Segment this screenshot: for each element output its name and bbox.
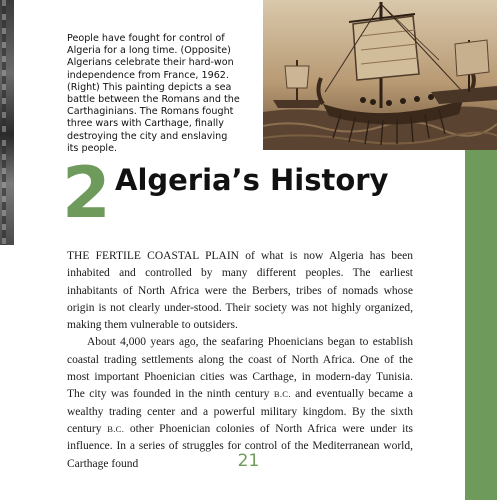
era-abbreviation: B.C.: [273, 389, 291, 400]
body-text: [67, 248, 413, 473]
caption-line: (Right) This painting depicts a sea: [67, 81, 232, 93]
paragraph-text: and eventually became a wealthy trading center and a powerful military kingdom. By the sixth century: [67, 388, 413, 435]
caption-line: three wars with Carthage, finally: [67, 118, 224, 130]
chapter-title: Algeria’s History: [115, 163, 389, 197]
paragraph-text: About 4,000 years ago, the seafaring Phoenicians began to establish coastal trading settlements along the coast of North Africa. One of the most important Phoenician cities was Carthage, in modern-day Tunisia. The city was founded in the ninth century: [67, 336, 413, 401]
caption-line: its people.: [67, 142, 118, 154]
caption-line: destroying the city and enslaving: [67, 130, 228, 142]
opposite-page-photo-edge: [0, 0, 14, 245]
era-abbreviation: B.C.: [107, 423, 125, 434]
caption-line: People have fought for control of: [67, 33, 225, 44]
chapter-number: 2: [62, 152, 111, 234]
caption-line: Algeria for a long time. (Opposite): [67, 45, 231, 57]
paragraph: THE FERTILE COASTAL PLAIN of what is now Algeria has been inhabited and controlled by many different peoples. The earliest inhabitants of North Africa were the Berbers, tribes of nomads whose origin is not clearly under-stood. Their society was not highly organized, making them vulnerable to outsiders.: [67, 250, 413, 332]
chapter-accent-bar: [465, 150, 497, 500]
page-number: 21: [237, 451, 260, 471]
caption-line: Algerians celebrate their hard-won: [67, 57, 234, 69]
paragraph-text: other Phoenician colonies of North Africa were under its influence. In a series of struggles for control of the Mediterranean world, Carthage found: [67, 422, 414, 470]
caption-line: battle between the Romans and the: [67, 94, 240, 106]
photo-caption: [67, 33, 262, 155]
caption-line: Carthaginians. The Romans fought: [67, 106, 234, 118]
caption-line: independence from France, 1962.: [67, 69, 229, 81]
sea-battle-painting: [263, 0, 497, 150]
